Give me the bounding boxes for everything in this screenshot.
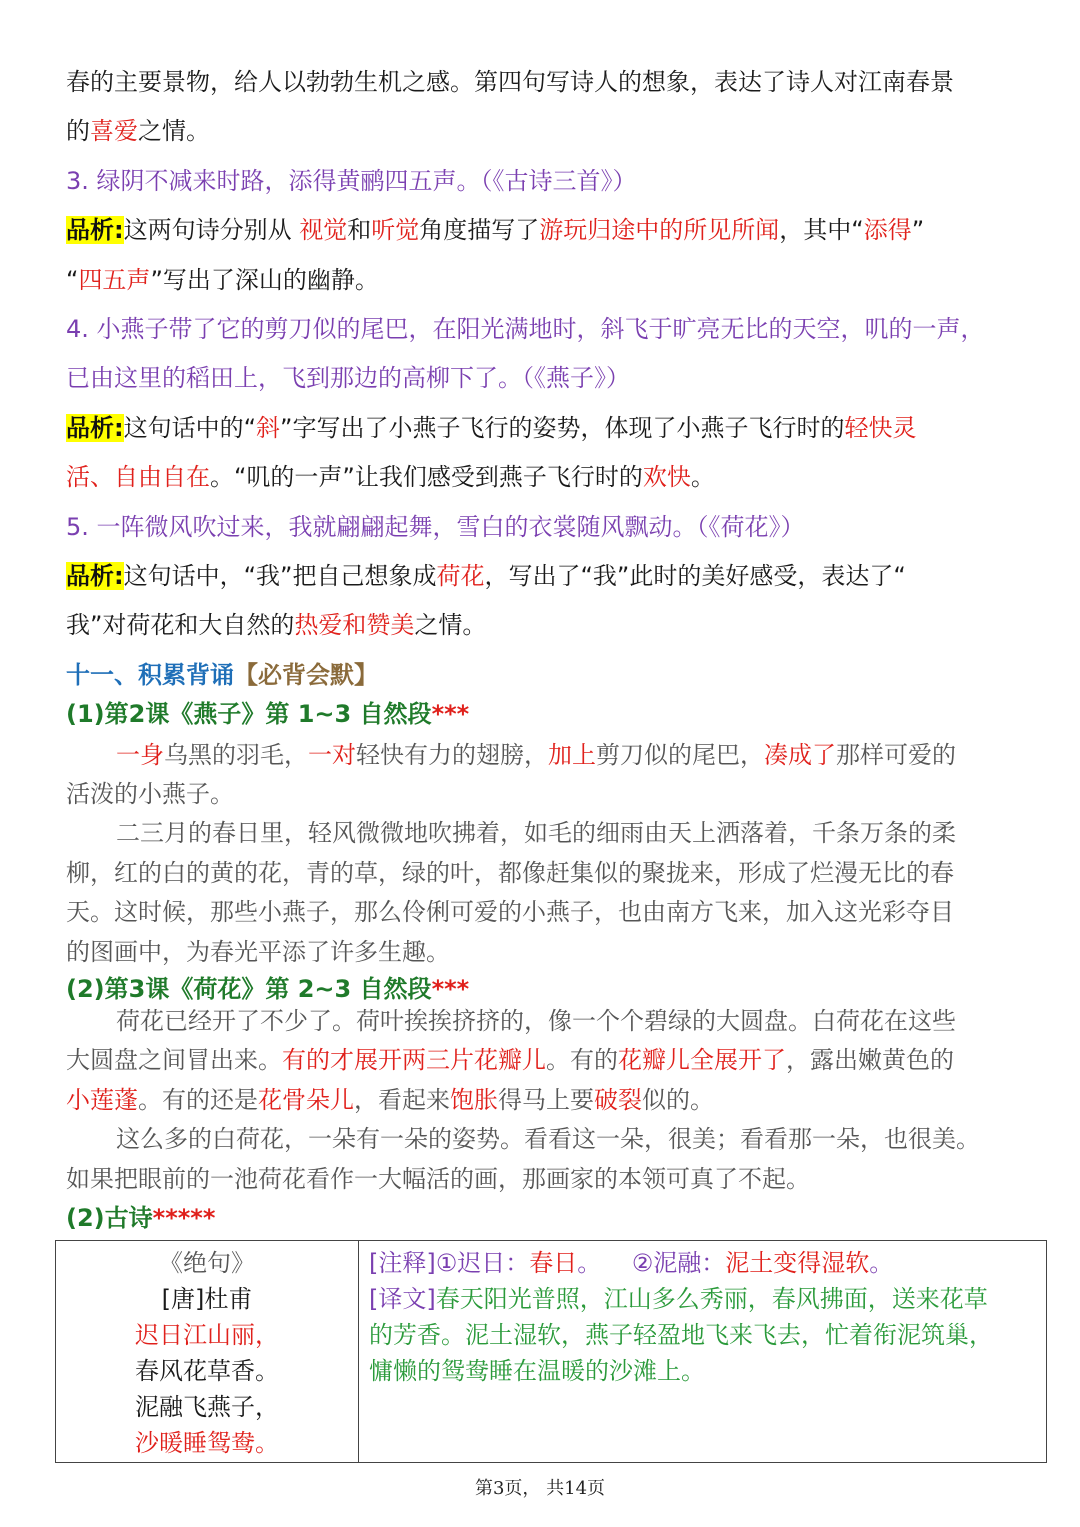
text: 。 xyxy=(577,1249,602,1277)
poem-title: 《绝句》 xyxy=(159,1249,255,1277)
poem-line: 沙暖睡鸳鸯。 xyxy=(135,1429,279,1457)
highlight-text: 喜爱 xyxy=(90,117,138,145)
page-footer: 第3页， 共14页 xyxy=(474,1478,606,1499)
text: 的 xyxy=(66,117,90,145)
text: 那样可爱的 xyxy=(836,741,956,769)
text: 这句话中，“我”把自己想象成 xyxy=(123,562,437,590)
text: 天。这时候，那些小燕子，那么伶俐可爱的小燕子，也由南方飞来，加入这光彩夺目 xyxy=(66,898,954,926)
notes-cell xyxy=(359,1241,1047,1463)
text: 和 xyxy=(347,216,372,244)
text: 柳，红的白的黄的花，青的草，绿的叶，都像赶集似的聚拢来，形成了烂漫无比的春 xyxy=(66,859,954,887)
stars: ***** xyxy=(152,1204,216,1232)
text: 之情。 xyxy=(138,117,210,145)
analysis-3-line2 xyxy=(66,264,379,296)
highlight-text: 轻快灵 xyxy=(844,414,917,442)
highlight-text: 春日 xyxy=(529,1249,578,1277)
recite-line xyxy=(66,1084,714,1116)
question-text: 4. 小燕子带了它的剪刀似的尾巴，在阳光满地时，斜飞于旷亮无比的天空，叽的一声， xyxy=(66,315,985,343)
note-label: [注释]①迟日： xyxy=(369,1249,530,1277)
recite-line xyxy=(66,857,954,889)
subsection-title: (2)第3课《荷花》第 2~3 自然段 xyxy=(66,975,432,1003)
analysis-3-line1 xyxy=(66,214,924,246)
highlight-text: 一身 xyxy=(116,741,164,769)
highlight-text: 斜 xyxy=(256,414,281,442)
text: 乌黑的羽毛， xyxy=(164,741,308,769)
translation-label: [译文] xyxy=(369,1285,436,1313)
highlight-text: 热爱和赞美 xyxy=(294,611,415,639)
question-4-line1 xyxy=(66,313,985,345)
translation-text: 的芳香。泥土湿软，燕子轻盈地飞来飞去，忙着衔泥筑巢， xyxy=(369,1321,993,1349)
poem-table xyxy=(55,1240,1047,1463)
text: 。有的 xyxy=(546,1046,618,1074)
highlight-text: 小莲蓬 xyxy=(66,1086,138,1114)
text: 。 xyxy=(690,463,715,491)
recite-line xyxy=(66,896,954,928)
text: 大圆盘之间冒出来。 xyxy=(66,1046,282,1074)
recite-line xyxy=(66,778,234,810)
question-text: 5. 一阵微风吹过来，我就翩翩起舞，雪白的衣裳随风飘动。（《荷花》） xyxy=(66,513,805,541)
highlight-text: 欢快 xyxy=(642,463,691,491)
question-text: 已由这里的稻田上，飞到那边的高柳下了。（《燕子》） xyxy=(66,364,630,392)
poem-cell xyxy=(56,1241,359,1463)
recite-line xyxy=(66,936,450,968)
poem-line: 泥融飞燕子， xyxy=(135,1393,279,1421)
highlight-text: 泥土变得湿软 xyxy=(725,1249,870,1277)
text: 我”对荷花和大自然的 xyxy=(66,611,295,639)
text: 角度描写了 xyxy=(419,216,540,244)
highlight-text: 活、自由自在 xyxy=(66,463,210,491)
text: 二三月的春日里，轻风微微地吹拂着，如毛的细雨由天上洒落着，千条万条的柔 xyxy=(116,819,956,847)
highlight-text: 破裂 xyxy=(594,1086,642,1114)
question-text: 3. 绿阴不减来时路，添得黄鹂四五声。（《古诗三首》） xyxy=(66,167,637,195)
highlight-text: 加上 xyxy=(548,741,596,769)
text: “ xyxy=(66,266,79,294)
recite-line xyxy=(66,1123,980,1155)
text: 似的。 xyxy=(642,1086,714,1114)
subsection-title: (2)古诗 xyxy=(66,1204,153,1232)
note-label: ②泥融： xyxy=(631,1249,726,1277)
text: 得马上要 xyxy=(498,1086,594,1114)
question-5 xyxy=(66,511,805,543)
analysis-4-line1 xyxy=(66,412,916,444)
subsection-1-title xyxy=(66,698,469,730)
analysis-5-line1 xyxy=(66,560,906,592)
text: ” xyxy=(911,216,925,244)
highlight-text: 有的才展开两三片花瓣儿 xyxy=(282,1046,546,1074)
text: ”写出了深山的幽静。 xyxy=(150,266,379,294)
analysis-tag: 品析: xyxy=(66,414,124,442)
text: 轻快有力的翅膀， xyxy=(356,741,548,769)
text: ，写出了“我”此时的美好感受，表达了“ xyxy=(484,562,906,590)
text: 剪刀似的尾巴， xyxy=(596,741,764,769)
text: 。“叽的一声”让我们感受到燕子飞行时的 xyxy=(210,463,643,491)
text: 这句话中的“ xyxy=(123,414,257,442)
section-subtitle: 【必背会默】 xyxy=(234,661,378,689)
notes-line xyxy=(369,1245,1036,1281)
text: ，其中“ xyxy=(779,216,864,244)
text: 春的主要景物，给人以勃勃生机之感。第四句写诗人的想象，表达了诗人对江南春景 xyxy=(66,68,954,96)
analysis-tag: 品析: xyxy=(66,562,124,590)
text: ，露出嫩黄色的 xyxy=(786,1046,954,1074)
highlight-text: 饱胀 xyxy=(450,1086,498,1114)
text: 。 xyxy=(869,1249,894,1277)
highlight-text: 添得 xyxy=(863,216,912,244)
question-3 xyxy=(66,165,637,197)
highlight-text: 视觉 xyxy=(299,216,348,244)
highlight-text: 四五声 xyxy=(78,266,151,294)
text: 荷花已经开了不少了。荷叶挨挨挤挤的，像一个个碧绿的大圆盘。白荷花在这些 xyxy=(116,1007,956,1035)
highlight-text: 荷花 xyxy=(436,562,485,590)
highlight-text: 花瓣儿全展开了 xyxy=(618,1046,786,1074)
highlight-text: 花骨朵儿 xyxy=(258,1086,354,1114)
text: 的图画中，为春光平添了许多生趣。 xyxy=(66,938,450,966)
recite-line xyxy=(66,1044,954,1076)
highlight-text: 凑成了 xyxy=(764,741,836,769)
text: 这么多的白荷花，一朵有一朵的姿势。看看这一朵，很美；看看那一朵，也很美。 xyxy=(116,1125,980,1153)
text: 之情。 xyxy=(414,611,487,639)
section-title: 十一、积累背诵 xyxy=(66,661,234,689)
stars: *** xyxy=(431,700,470,728)
highlight-text: 听觉 xyxy=(371,216,420,244)
poem-line: 春风花草香。 xyxy=(135,1357,279,1385)
subsection-title: (1)第2课《燕子》第 1~3 自然段 xyxy=(66,700,432,728)
translation-line xyxy=(369,1281,1036,1317)
recite-line xyxy=(66,817,956,849)
question-4-line2 xyxy=(66,362,630,394)
paragraph-line xyxy=(66,115,210,147)
analysis-tag: 品析: xyxy=(66,216,124,244)
section-heading xyxy=(66,659,378,691)
text: 这两句诗分别从 xyxy=(123,216,292,244)
recite-line xyxy=(66,739,956,771)
recite-line xyxy=(66,1163,810,1195)
poem-author: [唐]杜甫 xyxy=(161,1285,253,1313)
stars: *** xyxy=(431,975,470,1003)
analysis-5-line2 xyxy=(66,609,486,641)
translation-text: 慵懒的鸳鸯睡在温暖的沙滩上。 xyxy=(369,1357,705,1385)
text: 。有的还是 xyxy=(138,1086,258,1114)
translation-text: 春天阳光普照，江山多么秀丽，春风拂面，送来花草 xyxy=(435,1285,988,1313)
highlight-text: 游玩归途中的所见所闻 xyxy=(539,216,780,244)
highlight-text: 一对 xyxy=(308,741,356,769)
recite-line xyxy=(66,1005,956,1037)
text: ，看起来 xyxy=(354,1086,450,1114)
poem-line: 迟日江山丽， xyxy=(135,1321,279,1349)
subsection-3-title xyxy=(66,1202,215,1234)
text: 活泼的小燕子。 xyxy=(66,780,234,808)
analysis-4-line2 xyxy=(66,461,715,493)
text: ”字写出了小燕子飞行的姿势，体现了小燕子飞行时的 xyxy=(280,414,845,442)
subsection-2-title xyxy=(66,973,469,1005)
paragraph-line xyxy=(66,66,954,98)
text: 如果把眼前的一池荷花看作一大幅活的画，那画家的本领可真了不起。 xyxy=(66,1165,810,1193)
